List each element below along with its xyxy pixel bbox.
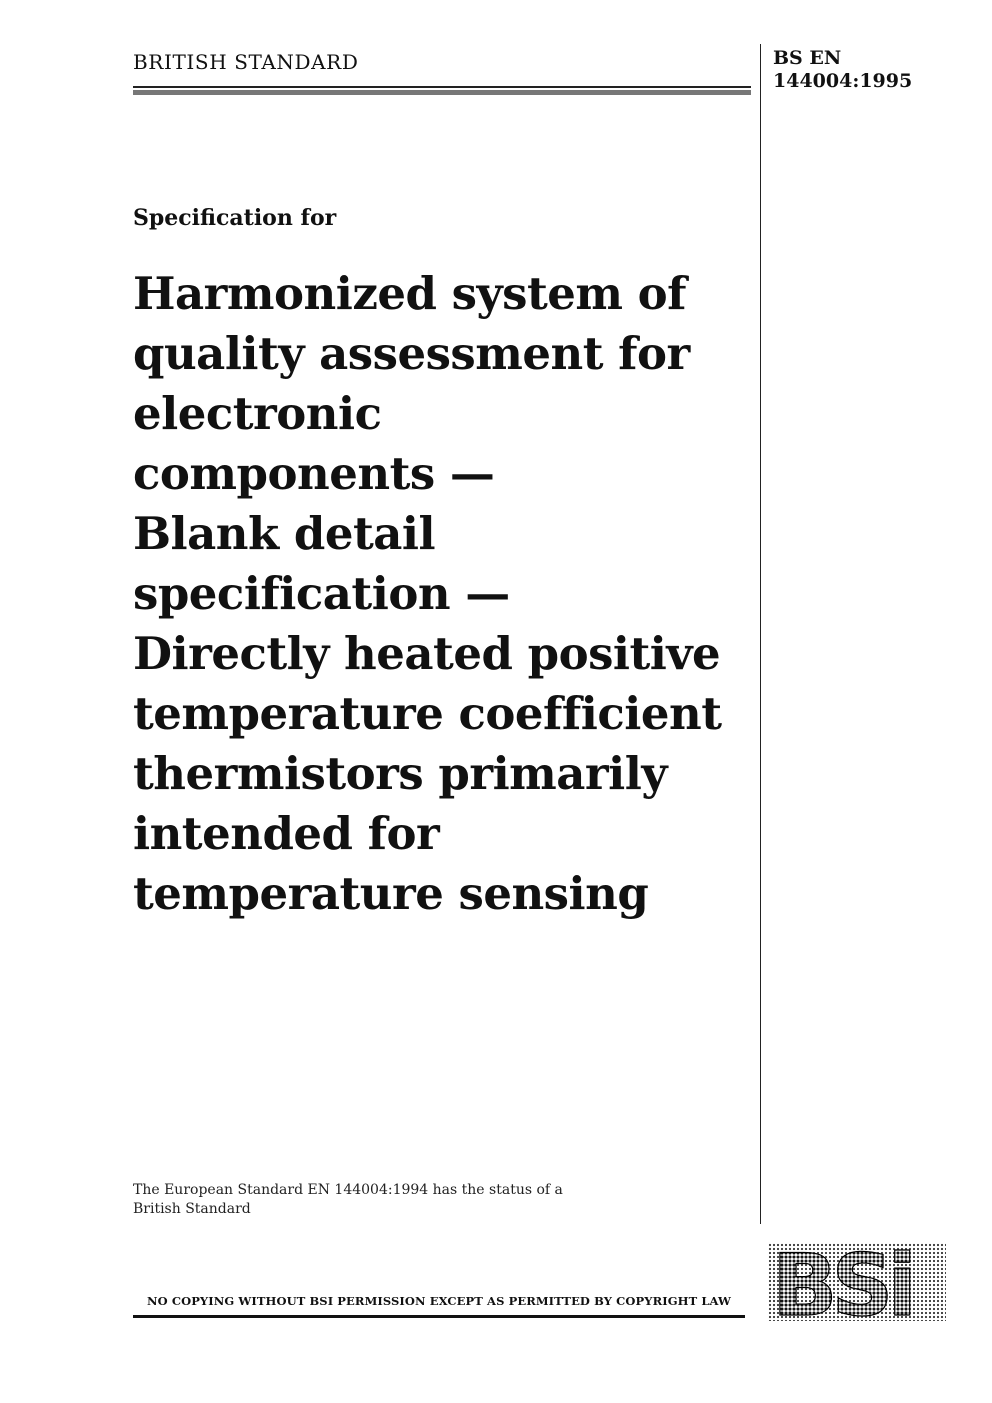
title-line: specification — — [133, 567, 510, 620]
status-note — [133, 1181, 653, 1219]
header-rule-thick — [133, 90, 751, 95]
standard-number-code: 144004:1995 — [773, 70, 913, 92]
title-line: Directly heated positive — [133, 627, 721, 680]
title-line: temperature coefficient — [133, 687, 722, 740]
title-line: Blank detail — [133, 507, 436, 560]
title-line: intended for — [133, 807, 440, 860]
status-note-line: The European Standard EN 144004:1994 has the status of a — [133, 1182, 563, 1198]
title-line: quality assessment for — [133, 327, 690, 380]
bsi-logo — [768, 1243, 946, 1321]
svg-text:BSi: BSi — [772, 1243, 911, 1321]
document-series-label: BRITISH STANDARD — [133, 50, 359, 74]
header-rule — [133, 86, 751, 95]
title-line: components — — [133, 447, 495, 500]
header-rule-thin — [133, 86, 751, 88]
standard-number-prefix: BS EN — [773, 47, 842, 69]
title-line: Harmonized system of — [133, 267, 687, 320]
title-prefix: Specification for — [133, 205, 337, 231]
document-title — [133, 264, 758, 924]
status-note-line: British Standard — [133, 1201, 251, 1217]
vertical-divider — [760, 44, 761, 1224]
footer-rule — [133, 1315, 745, 1318]
title-line: electronic — [133, 387, 382, 440]
standard-number — [773, 47, 912, 93]
copyright-notice: NO COPYING WITHOUT BSI PERMISSION EXCEPT AS PERMITTED BY COPYRIGHT LAW — [146, 1294, 732, 1308]
title-line: thermistors primarily — [133, 747, 667, 800]
title-line: temperature sensing — [133, 867, 649, 920]
